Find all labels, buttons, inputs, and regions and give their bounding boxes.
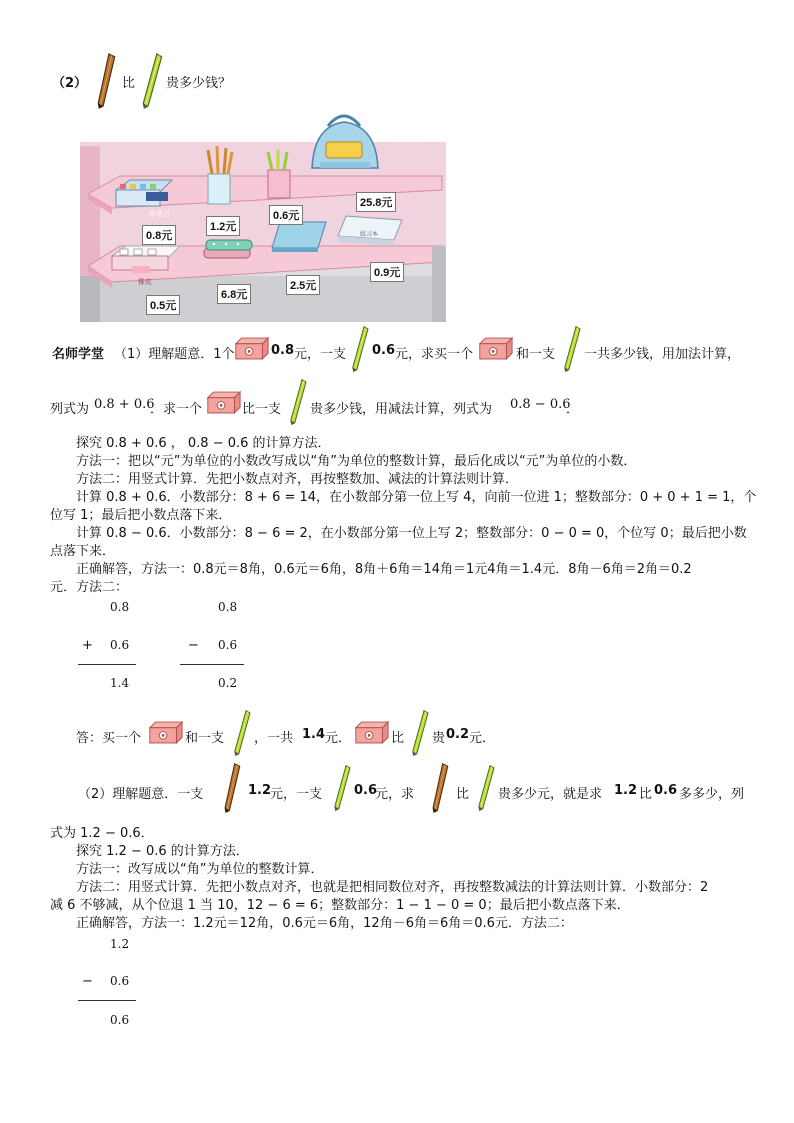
section-head: 名师学堂: [52, 347, 105, 362]
answer-1-f: 比: [391, 731, 405, 746]
s2-text-c: 元，一支: [270, 787, 323, 802]
price-tag-pencil: 1.2元: [206, 216, 240, 236]
s1-price-sharpener: 0.8: [271, 343, 295, 358]
s2-text-a: （2）理解题意．一支: [78, 787, 204, 802]
answer-1-diff: 0.2: [446, 727, 470, 742]
s2-num-a: 1.2: [614, 783, 638, 798]
answer-1-i: 元．: [469, 731, 496, 746]
question-word-bi: 比: [122, 76, 136, 91]
brown-pencil-icon: [94, 52, 118, 110]
s1-line2-a: 列式为: [50, 402, 90, 417]
green-pencil-icon: [350, 325, 370, 373]
stationery-shelf-illustration: [80, 106, 446, 322]
s2-method-1: 方法一：改写成以“角”为单位的整数计算．: [76, 862, 324, 877]
s1-line2-c: ．求一个: [150, 402, 203, 417]
sharpener-icon: [146, 720, 184, 745]
brown-pencil-icon: [220, 762, 244, 814]
explore-2: 探究 1.2 − 0.6 的计算方法．: [76, 844, 249, 859]
s1-expr-add: 0.8 + 0.6: [94, 397, 155, 412]
book-label: 练习本: [360, 231, 379, 238]
price-tag-notebook: 2.5元: [286, 275, 320, 295]
s1-text-a: （1）理解题意．1个: [114, 347, 235, 362]
s1-price-pencil: 0.6: [372, 343, 396, 358]
s1-text-e: 元，求买一个: [395, 347, 474, 362]
calc-add-1: 计算 0.8 + 0.6．小数部分：8 + 6 = 14，在小数部分第一位上写 4，向前一位进 1；整数部分：0 + 0 + 1 = 1，个: [76, 490, 757, 505]
sharpener-icon: [476, 336, 514, 361]
answer-1-a: 答：买一个: [76, 731, 142, 746]
price-tag-pencil-case: 6.8元: [217, 284, 251, 304]
answer-1-e: 元．: [325, 731, 352, 746]
calc-add-2: 位写 1；最后把小数点落下来．: [50, 508, 232, 523]
s1-text-f: 和一支: [516, 347, 556, 362]
method-2: 方法二：用竖式计算．先把小数点对齐，再按整数加、减法的计算法则计算．: [76, 472, 519, 487]
green-pencil-icon: [288, 378, 308, 426]
s1-text-g: 一共多少钱，用加法计算，: [584, 347, 741, 362]
price-tag-green-pencil: 0.6元: [269, 205, 303, 225]
s2-price-green: 0.6: [354, 783, 378, 798]
sharpener-icon: [352, 720, 390, 745]
s1-line2-e: 贵多少钱，用减法计算，列式为: [310, 402, 493, 417]
s2-answer: 正确解答，方法一：1.2元＝12角，0.6元＝6角，12角－6角＝6角＝0.6元．方法二：: [76, 916, 573, 931]
answer-1-sum: 1.4: [302, 727, 326, 742]
s2-text-e: 元，求: [375, 787, 415, 802]
price-tag-bag: 25.8元: [356, 192, 396, 212]
question-tail: 贵多少钱？: [166, 76, 232, 91]
answer-1-c: ，一共: [254, 731, 294, 746]
s1-line2-d: 比一支: [242, 402, 282, 417]
s2-method-2-b: 减 6 不够减，从个位退 1 当 10，12 − 6 = 6；整数部分：1 − 1 − 0 = 0；最后把小数点落下来．: [50, 898, 630, 913]
s2-text-f: 比: [456, 787, 470, 802]
explore-1: 探究 0.8 + 0.6 ， 0.8 − 0.6 的计算方法．: [76, 436, 331, 451]
s2-text-g: 贵多少元，就是求: [498, 787, 603, 802]
s2-text-k: 多多少，列: [679, 787, 745, 802]
green-pencil-icon: [232, 709, 252, 757]
eraser-label: 橡皮: [138, 278, 152, 286]
green-pencil-icon: [140, 52, 164, 110]
answer-1-b: 和一支: [185, 731, 225, 746]
answer-method-1-b: 元．方法二：: [50, 580, 129, 595]
answer-method-1-a: 正确解答，方法一：0.8元＝8角，0.6元＝6角，8角＋6角＝14角＝1元4角＝1.4元．8角－6角＝2角＝0.2: [76, 562, 692, 577]
green-pencil-icon: [476, 764, 496, 812]
s2-num-b: 0.6: [654, 783, 678, 798]
price-tag-eraser: 0.5元: [146, 295, 180, 315]
green-pencil-icon: [332, 764, 352, 812]
calc-sub-2: 点落下来．: [50, 544, 116, 559]
s2-method-2-a: 方法二：用竖式计算．先把小数点对齐，也就是把相同数位对齐，再按整数减法的计算法则计算．小数部分：2: [76, 880, 709, 895]
s1-line2-g: ．: [566, 402, 580, 417]
sharpener-icon: [204, 390, 242, 415]
box-label: 卷笔刀: [149, 210, 170, 218]
calc-sub-1: 计算 0.8 − 0.6．小数部分：8 − 6 = 2，在小数部分第一位上写 2；整数部分：0 − 0 = 0，个位写 0；最后把小数: [76, 526, 747, 541]
price-tag-exercise-book: 0.9元: [370, 262, 404, 282]
s1-expr-sub: 0.8 − 0.6: [510, 397, 571, 412]
green-pencil-icon: [410, 709, 430, 757]
sharpener-icon: [232, 336, 270, 361]
s2-text-i: 比: [639, 787, 653, 802]
price-tag-sharpener: 0.8元: [142, 225, 176, 245]
s2-price-brown: 1.2: [248, 783, 272, 798]
green-pencil-icon: [562, 325, 582, 373]
s2-expression: 式为 1.2 − 0.6．: [50, 826, 154, 841]
method-1: 方法一：把以“元”为单位的小数改写成以“角”为单位的整数计算，最后化成以“元”为单位的小数．: [76, 454, 637, 469]
answer-1-g: 贵: [432, 731, 446, 746]
brown-pencil-icon: [428, 762, 452, 814]
question-number: （2）: [52, 76, 88, 91]
s1-text-c: 元，一支: [294, 347, 347, 362]
